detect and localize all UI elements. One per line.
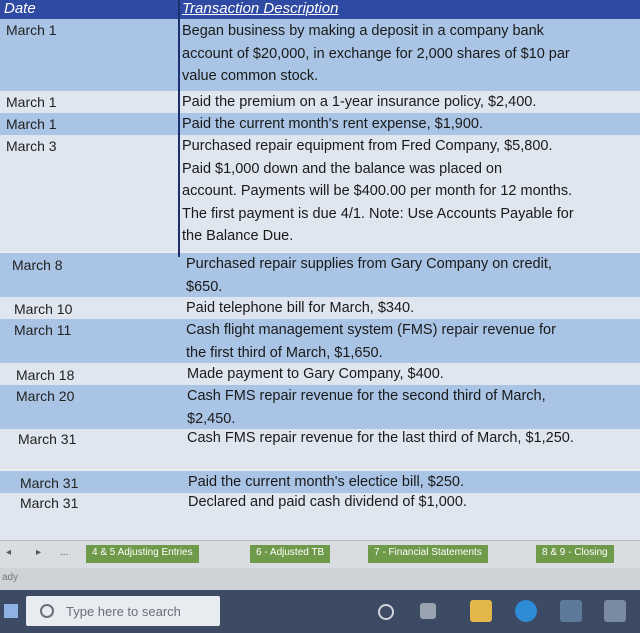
search-icon — [40, 604, 54, 618]
tab-adjusted-tb[interactable]: 6 - Adjusted TB — [250, 545, 330, 563]
more-sheets-icon[interactable]: ... — [60, 547, 69, 558]
windows-start-icon[interactable] — [4, 604, 18, 618]
table-row[interactable] — [0, 297, 640, 319]
description-cell[interactable] — [187, 363, 634, 386]
table-row[interactable] — [0, 135, 640, 251]
desc-line: $650. — [186, 278, 223, 295]
description-cell[interactable] — [182, 135, 634, 248]
date-cell[interactable]: March 20 — [16, 388, 75, 404]
date-cell[interactable]: March 1 — [6, 116, 57, 132]
date-cell[interactable]: March 1 — [6, 22, 57, 38]
status-text: ady — [2, 572, 19, 583]
description-cell[interactable] — [187, 385, 634, 430]
description-cell[interactable] — [182, 91, 634, 114]
date-cell[interactable]: March 31 — [20, 495, 79, 511]
header-row — [0, 0, 640, 19]
table-row[interactable] — [0, 429, 640, 469]
sheet-tab-bar — [0, 540, 640, 569]
task-view-icon[interactable] — [420, 603, 436, 619]
desc-line: The first payment is due 4/1. Note: Use Accounts Payable for — [182, 205, 574, 222]
desc-line: Declared and paid cash dividend of $1,000. — [188, 494, 467, 510]
desc-line: Purchased repair equipment from Fred Company, $5,800. — [182, 138, 553, 154]
desc-line: Began business by making a deposit in a company bank — [182, 23, 544, 39]
column-divider — [178, 0, 180, 257]
status-bar — [0, 568, 640, 590]
cortana-icon[interactable] — [378, 604, 394, 620]
windows-taskbar — [0, 590, 640, 633]
prev-sheet-icon[interactable]: ◂ — [6, 547, 12, 558]
tab-closing[interactable]: 8 & 9 - Closing — [536, 545, 614, 563]
desc-line: Paid the current month's rent expense, $1,900. — [182, 116, 484, 132]
desc-line: Purchased repair supplies from Gary Company on credit, — [186, 256, 552, 272]
date-cell[interactable]: March 3 — [6, 138, 57, 154]
description-header[interactable]: Transaction Description — [182, 0, 339, 17]
date-cell[interactable]: March 18 — [16, 367, 75, 383]
table-row[interactable] — [0, 471, 640, 493]
desc-line: account of $20,000, in exchange for 2,000 shares of $10 par — [182, 45, 570, 62]
description-cell[interactable] — [188, 491, 634, 514]
desc-line: Paid $1,000 down and the balance was placed on — [182, 160, 503, 177]
description-cell[interactable] — [186, 253, 634, 298]
desc-line: Paid the current month's electice bill, $250. — [188, 474, 465, 490]
search-placeholder: Type here to search — [66, 604, 181, 619]
date-cell[interactable]: March 10 — [14, 301, 73, 317]
desc-line: $2,450. — [187, 410, 236, 427]
desc-line: the Balance Due. — [182, 228, 294, 244]
tab-adjusting-entries[interactable]: 4 & 5 Adjusting Entries — [86, 545, 199, 563]
table-row[interactable] — [0, 385, 640, 429]
desc-line: Paid the premium on a 1-year insurance policy, $2,400. — [182, 94, 537, 110]
table-row[interactable] — [0, 493, 640, 540]
table-row[interactable] — [0, 319, 640, 363]
taskbar-search-box[interactable] — [26, 596, 220, 626]
desc-line: the first third of March, $1,650. — [186, 344, 383, 361]
desc-line: account. Payments will be $400.00 per month for 12 months. — [182, 183, 573, 199]
desc-line: Cash flight management system (FMS) repair revenue for — [186, 322, 556, 338]
table-row[interactable] — [0, 19, 640, 91]
description-cell[interactable] — [182, 20, 634, 88]
description-cell[interactable] — [182, 113, 634, 136]
date-cell[interactable]: March 1 — [6, 94, 57, 110]
desc-line: Cash FMS repair revenue for the last third of March, $1,250. — [187, 430, 574, 446]
table-row[interactable] — [0, 253, 640, 297]
store-icon[interactable] — [560, 600, 582, 622]
table-row[interactable] — [0, 363, 640, 385]
date-cell[interactable]: March 31 — [20, 475, 79, 491]
desc-line: value common stock. — [182, 68, 319, 84]
edge-browser-icon[interactable] — [515, 600, 537, 622]
desc-line: Cash FMS repair revenue for the second third of March, — [187, 388, 546, 404]
next-sheet-icon[interactable]: ▸ — [36, 547, 42, 558]
desc-line: Paid telephone bill for March, $340. — [186, 300, 415, 316]
tab-financial-statements[interactable]: 7 - Financial Statements — [368, 545, 488, 563]
description-cell[interactable] — [187, 427, 634, 450]
file-explorer-icon[interactable] — [470, 600, 492, 622]
dropbox-icon[interactable] — [604, 600, 626, 622]
date-header[interactable]: Date — [4, 0, 36, 17]
table-row[interactable] — [0, 113, 640, 135]
table-row[interactable] — [0, 91, 640, 113]
date-cell[interactable]: March 8 — [12, 257, 63, 273]
description-cell[interactable] — [186, 319, 634, 364]
description-cell[interactable] — [186, 297, 634, 320]
date-cell[interactable]: March 11 — [14, 322, 72, 338]
desc-line: Made payment to Gary Company, $400. — [187, 366, 444, 382]
date-cell[interactable]: March 31 — [18, 431, 77, 447]
